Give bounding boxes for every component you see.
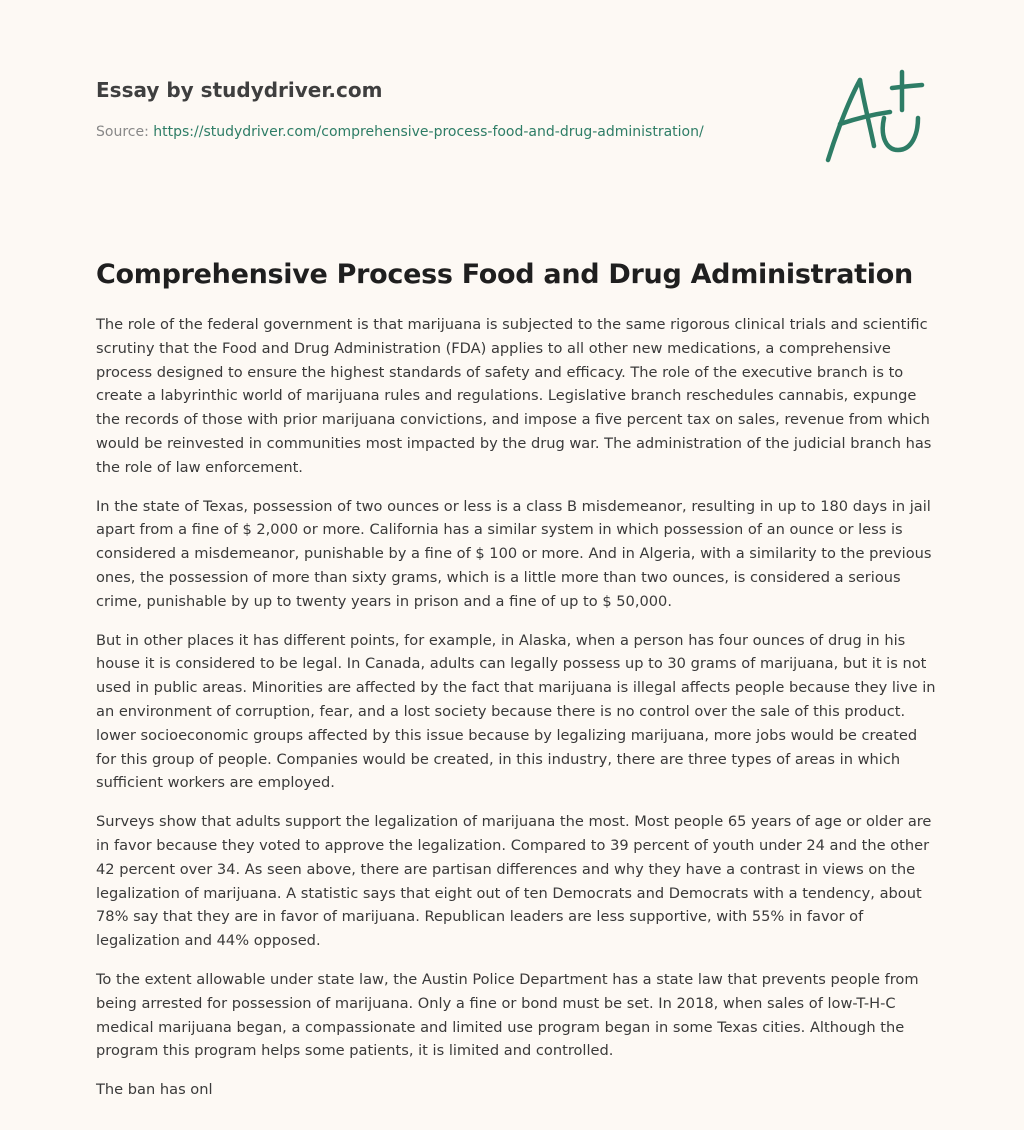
essay-paragraph: But in other places it has different points, for example, in Alaska, when a person has four ounces of drug in his house it is considered to be legal. In Canada, adults can legally possess up to 30 grams of marijuana, but it is not used in public areas. Minorities are affected by the fact that marijuana is illegal affects people because they live in an environment of corruption, fear, and a lost society because there is no control over the sale of this product. lower socioeconomic groups affected by this issue because by legalizing marijuana, more jobs would be created for this group of people. Companies would be created, in this industry, there are three types of areas in which sufficient workers are employed.	[96, 631, 936, 792]
essay-title: Comprehensive Process Food and Drug Administration	[96, 259, 913, 290]
essay-paragraph-truncated: The ban has onl	[96, 1081, 213, 1099]
essay-paragraph: Surveys show that adults support the legalization of marijuana the most. Most people 65 years of age or older are in favor because they voted to approve the legalization. Compared to 39 percent of youth under 24 and the other 42 percent over 34. As seen above, there are partisan differences and why they have a contrast in views on the legalization of marijuana. A statistic says that eight out of ten Democrats and Democrats with a tendency, about 78% say that they are in favor of marijuana. Republican leaders are less supportive, with 55% in favor of legalization and 44% opposed.	[96, 813, 932, 950]
essay-paragraph: In the state of Texas, possession of two ounces or less is a class B misdemeanor, resulting in up to 180 days in jail apart from a fine of $ 2,000 or more. California has a similar system in which possession of an ounce or less is considered a misdemeanor, punishable by a fine of $ 100 or more. And in Algeria, with a similarity to the previous ones, the possession of more than sixty grams, which is a little more than two ounces, is considered a serious crime, punishable by up to twenty years in prison and a fine of up to $ 50,000.	[96, 497, 932, 610]
source-line	[96, 122, 796, 142]
source-label: Source:	[96, 124, 154, 140]
source-link[interactable]: https://studydriver.com/comprehensive-process-food-and-drug-administration/	[153, 124, 704, 140]
page-header	[96, 76, 796, 142]
a-plus-logo-icon	[818, 68, 930, 168]
essay-paragraph: To the extent allowable under state law, the Austin Police Department has a state law that prevents people from being arrested for possession of marijuana. Only a fine or bond must be set. In 2018, when sales of low-T-H-C medical marijuana began, a compassionate and limited use program began in some Texas cities. Although the program this program helps some patients, it is limited and controlled.	[96, 970, 919, 1060]
site-title: Essay by studydriver.com	[96, 78, 383, 102]
essay-paragraph: The role of the federal government is that marijuana is subjected to the same rigorous clinical trials and scientific scrutiny that the Food and Drug Administration (FDA) applies to all other new medications, a comprehensive process designed to ensure the highest standards of safety and efficacy. The role of the executive branch is to create a labyrinthic world of marijuana rules and regulations. Legislative branch reschedules cannabis, expunge the records of those with prior marijuana convictions, and impose a five percent tax on sales, revenue from which would be reinvested in communities most impacted by the drug war. The administration of the judicial branch has the role of law enforcement.	[96, 316, 932, 476]
essay-body	[96, 255, 936, 1117]
